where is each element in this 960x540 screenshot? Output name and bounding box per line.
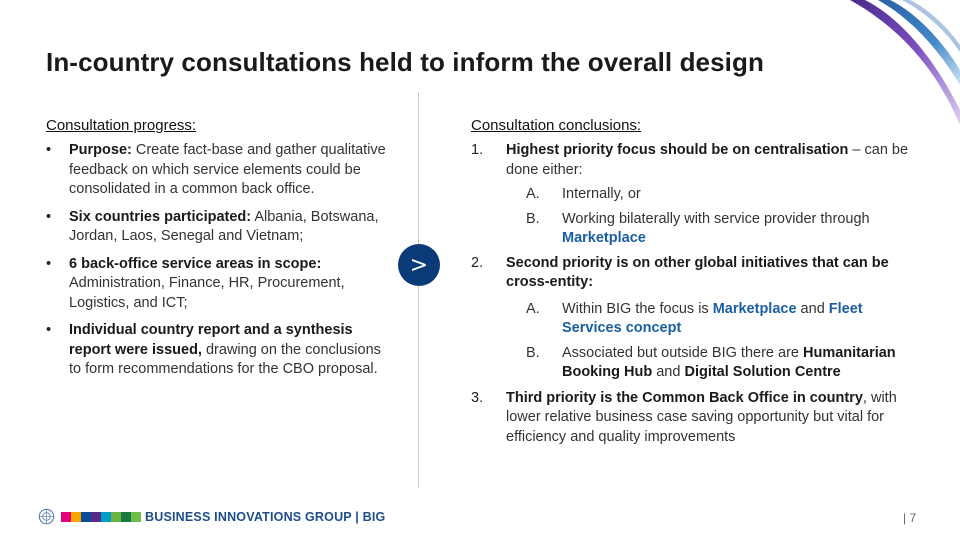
list-item: 1. Highest priority focus should be on centralisation – can be done either: A. Internally, or B. Working bilaterally with service provider through Marketplace	[471, 141, 916, 249]
un-emblem-icon	[38, 508, 55, 525]
stripe-segment	[131, 512, 141, 522]
arrow-right-icon: >	[398, 244, 440, 286]
stripe-segment	[111, 512, 121, 522]
org-name: BUSINESS INNOVATIONS GROUP | BIG	[145, 510, 386, 524]
sub-item: B. Working bilaterally with service provider through Marketplace	[526, 210, 870, 246]
list-item: • Six countries participated: Albania, Botswana, Jordan, Laos, Senegal and Vietnam;	[46, 208, 379, 244]
stripe-segment	[71, 512, 81, 522]
stripe-segment	[91, 512, 101, 522]
list-item: • 6 back-office service areas in scope: Administration, Finance, HR, Procurement, Logistics, and ICT;	[46, 255, 345, 311]
sub-item: B. Associated but outside BIG there are Humanitarian Booking Hub and Digital Solution Centre	[526, 344, 896, 380]
sub-item: A. Within BIG the focus is Marketplace and Fleet Services concept	[526, 300, 863, 336]
stripe-segment	[81, 512, 91, 522]
stripe-segment	[121, 512, 131, 522]
consultation-conclusions-heading: Consultation conclusions:	[471, 117, 642, 134]
list-item: • Individual country report and a synthesis report were issued, drawing on the conclusions to form recommendations for the CBO proposal.	[46, 322, 381, 377]
sdg-color-stripe	[61, 512, 141, 522]
sub-item: A. Internally, or	[526, 186, 641, 202]
list-item: • Purpose: Create fact-base and gather qualitative feedback on which service elements could be consolidated in a common back office.	[46, 142, 386, 197]
conclusions-numbered-list	[471, 141, 916, 447]
stripe-segment	[101, 512, 111, 522]
column-divider	[418, 92, 419, 488]
list-item: 3. Third priority is the Common Back Office in country, with lower relative business case saving opportunity but vital for efficiency and quality improvements	[471, 389, 897, 445]
stripe-segment	[61, 512, 71, 522]
decorative-swoosh	[770, 0, 960, 130]
consultation-progress-heading: Consultation progress:	[46, 117, 197, 134]
list-item: 2. Second priority is on other global initiatives that can be cross-entity: A. Within BIG the focus is Marketplace and Fleet Services concept B. Associated but outside BIG there are Humanitarian Booking Hub and Digital Solution Centre	[471, 254, 916, 383]
page-number: | 7	[903, 511, 917, 525]
page-title: In-country consultations held to inform the overall design	[46, 47, 764, 77]
progress-bullet-list	[46, 141, 386, 388]
